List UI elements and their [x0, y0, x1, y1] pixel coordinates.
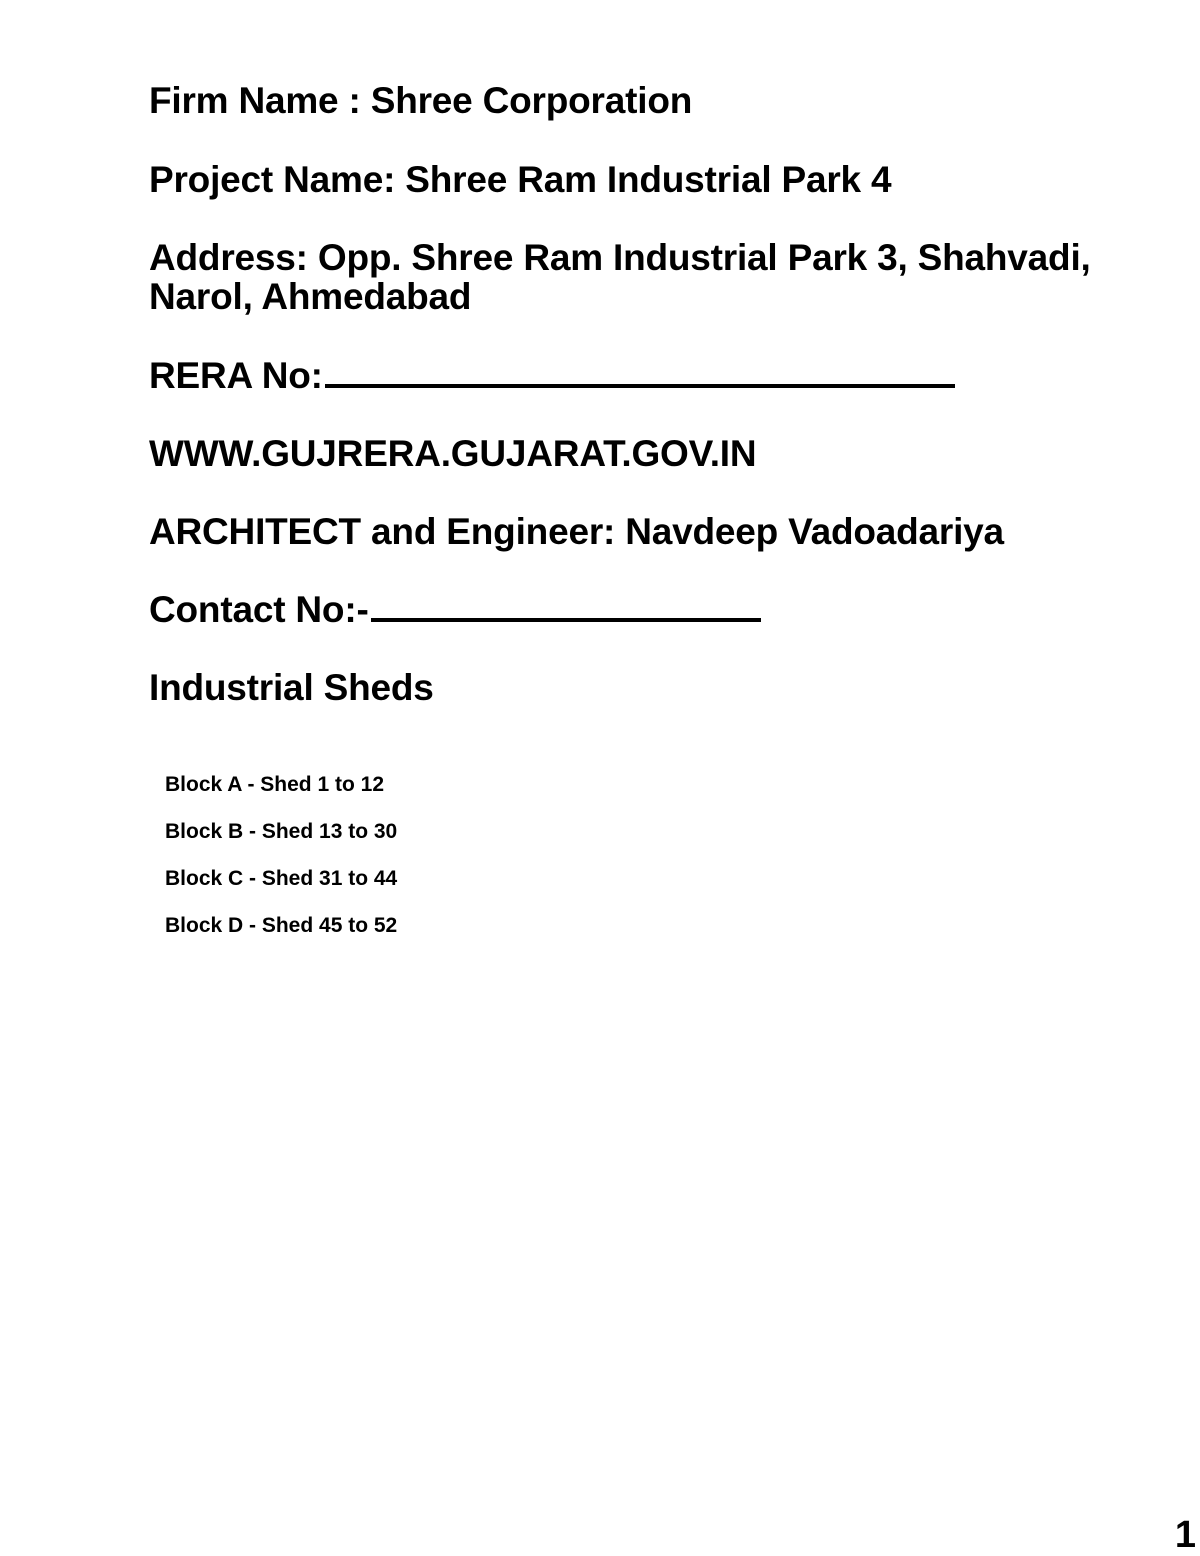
rera-number-blank-field [325, 356, 955, 388]
rera-number-line [149, 356, 955, 395]
contact-number-line [149, 590, 761, 629]
architect-line [149, 512, 1004, 551]
address-value: Opp. Shree Ram Industrial Park 3, Shahvadi, Narol, Ahmedabad [149, 237, 1091, 317]
project-name-value: Shree Ram Industrial Park 4 [405, 159, 892, 200]
project-name-line [149, 160, 891, 199]
address-line [149, 238, 1189, 316]
firm-name-value: Shree Corporation [370, 80, 693, 121]
section-title: Industrial Sheds [149, 667, 434, 708]
contact-number-blank-field [371, 590, 761, 622]
website-line: WWW.GUJRERA.GUJARAT.GOV.IN [149, 433, 757, 474]
firm-name-line [149, 81, 692, 120]
architect-value: Navdeep Vadoadariya [625, 511, 1004, 552]
block-list-item: Block B - Shed 13 to 30 [165, 820, 398, 843]
project-name-label: Project Name: [149, 159, 406, 200]
rera-number-label: RERA No: [149, 355, 323, 396]
block-list-item: Block C - Shed 31 to 44 [165, 867, 398, 890]
architect-label: ARCHITECT and Engineer: [149, 511, 626, 552]
block-list-item: Block D - Shed 45 to 52 [165, 914, 398, 937]
firm-name-label: Firm Name : [149, 80, 371, 121]
contact-number-label: Contact No:- [149, 589, 369, 630]
block-list-item: Block A - Shed 1 to 12 [165, 773, 384, 796]
page-number: 1 [1174, 1514, 1196, 1556]
address-label: Address: [149, 237, 318, 278]
